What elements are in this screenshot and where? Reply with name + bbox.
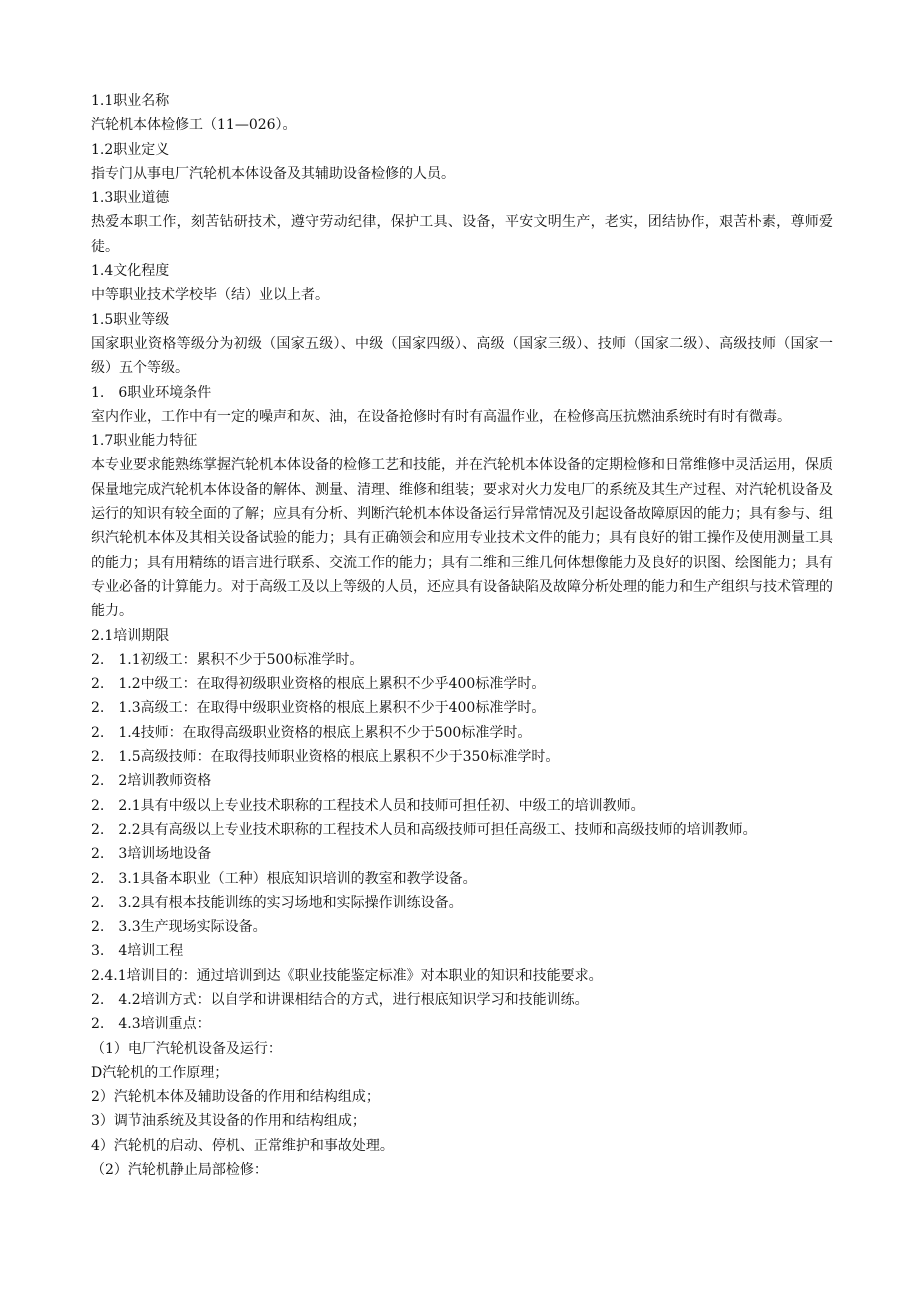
heading-training-period: 2.1培训期限 — [91, 627, 170, 644]
heading-training-facilities: 2. 3培训场地设备 — [91, 846, 212, 863]
trainer-qualification-1: 2. 2.1具有中级以上专业技术职称的工程技术人员和技师可担任初、中级工的培训教师。 — [91, 797, 645, 814]
training-focus-subitem-3: 3）调节油系统及其设备的作用和结构组成； — [91, 1113, 366, 1130]
training-period-senior: 2. 1.3高级工：在取得中级职业资格的根底上累积不少于400标准学时。 — [91, 700, 546, 717]
professional-ethics-text: 热爱本职工作，刻苦钻研技术，遵守劳动纪律，保护工具、设备，平安文明生产，老实，团结协作，艰苦朴素，尊师爱徒。 — [91, 214, 833, 255]
occupation-grades-text: 国家职业资格等级分为初级（国家五级）、中级（国家四级）、高级（国家三级）、技师（国家二级）、高级技师（国家一级）五个等级。 — [91, 335, 833, 377]
training-purpose: 2.4.1培训目的：通过培训到达《职业技能鉴定标准》对本职业的知识和技能要求。 — [91, 967, 603, 984]
training-focus-subitem-2: 2）汽轮机本体及辅助设备的作用和结构组成； — [91, 1089, 380, 1106]
heading-trainer-qualification: 2. 2培训教师资格 — [91, 773, 212, 790]
training-facilities-3: 2. 3.3生产现场实际设备。 — [91, 919, 267, 936]
heading-training-project: 3. 4培训工程 — [91, 943, 184, 960]
training-facilities-1: 2. 3.1具备本职业（工种）根底知识培训的教室和教学设备。 — [91, 870, 477, 887]
trainer-qualification-2: 2. 2.2具有高级以上专业技术职称的工程技术人员和高级技师可担任高级工、技师和高级技师的培训教师。 — [91, 821, 757, 838]
training-focus-subitem-4: 4）汽轮机的启动、停机、正常维护和事故处理。 — [91, 1137, 394, 1154]
training-method: 2. 4.2培训方式：以自学和讲课相结合的方式，进行根底知识学习和技能训练。 — [91, 991, 589, 1008]
heading-ability-features: 1.7职业能力特征 — [91, 433, 198, 450]
training-focus-item-1: （1）电厂汽轮机设备及运行： — [91, 1040, 282, 1057]
heading-professional-ethics: 1.3职业道德 — [91, 190, 170, 207]
occupation-name-text: 汽轮机本体检修工（11—026）。 — [91, 117, 297, 134]
training-period-junior: 2. 1.1初级工：累积不少于500标准学时。 — [91, 651, 364, 668]
training-focus-item-2: （2）汽轮机静止局部检修： — [91, 1162, 268, 1179]
training-period-intermediate: 2. 1.2中级工：在取得初级职业资格的根底上累积不少乎400标准学时。 — [91, 676, 546, 693]
training-period-technician: 2. 1.4技师：在取得高级职业资格的根底上累积不少于500标准学时。 — [91, 724, 532, 741]
occupation-definition-text: 指专门从事电厂汽轮机本体设备及其辅助设备检修的人员。 — [91, 165, 455, 182]
heading-occupation-name: 1.1职业名称 — [91, 93, 170, 109]
education-level-text: 中等职业技术学校毕（结）业以上者。 — [91, 287, 329, 304]
training-facilities-2: 2. 3.2具有根本技能训练的实习场地和实际操作训练设备。 — [91, 894, 463, 911]
training-period-senior-technician: 2. 1.5高级技师：在取得技师职业资格的根底上累积不少于350标准学时。 — [91, 749, 560, 766]
heading-occupation-definition: 1.2职业定义 — [91, 141, 170, 158]
heading-occupation-grades: 1.5职业等级 — [91, 311, 170, 328]
heading-work-environment: 1. 6职业环境条件 — [91, 384, 212, 401]
training-focus-subitem-1: D汽轮机的工作原理； — [91, 1064, 229, 1081]
ability-features-text: 本专业要求能熟练掌握汽轮机本体设备的检修工艺和技能，并在汽轮机本体设备的定期检修和日常维修中灵活运用，保质保量地完成汽轮机本体设备的解体、测量、清理、维修和组装；要求对火力发电厂的系统及其生产过程、对汽轮机设备及运行的知识有较全面的了解；应具有分析、判断汽轮机本体设备运行异常情况及引起设备故障原因的能力；具有参与、组织汽轮机本体及其相关设备试验的能力；具有正确领会和应用专业技术文件的能力；具有良好的钳工操作及使用测量工具的能力；具有用精练的语言进行联系、交流工作的能力；具有二维和三维几何体想像能力及良好的识图、绘图能力；具有专业必备的计算能力。对于高级工及以上等级的人员，还应具有设备缺陷及故障分析处理的能力和生产组织与技术管理的能力。 — [91, 457, 833, 620]
work-environment-text: 室内作业，工作中有一定的噪声和灰、油，在设备抢修时有时有高温作业，在检修高压抗燃油系统时有时有微毒。 — [91, 408, 791, 425]
heading-education-level: 1.4文化程度 — [91, 263, 170, 280]
training-focus-heading: 2. 4.3培训重点： — [91, 1016, 211, 1033]
document-page — [91, 89, 833, 1182]
